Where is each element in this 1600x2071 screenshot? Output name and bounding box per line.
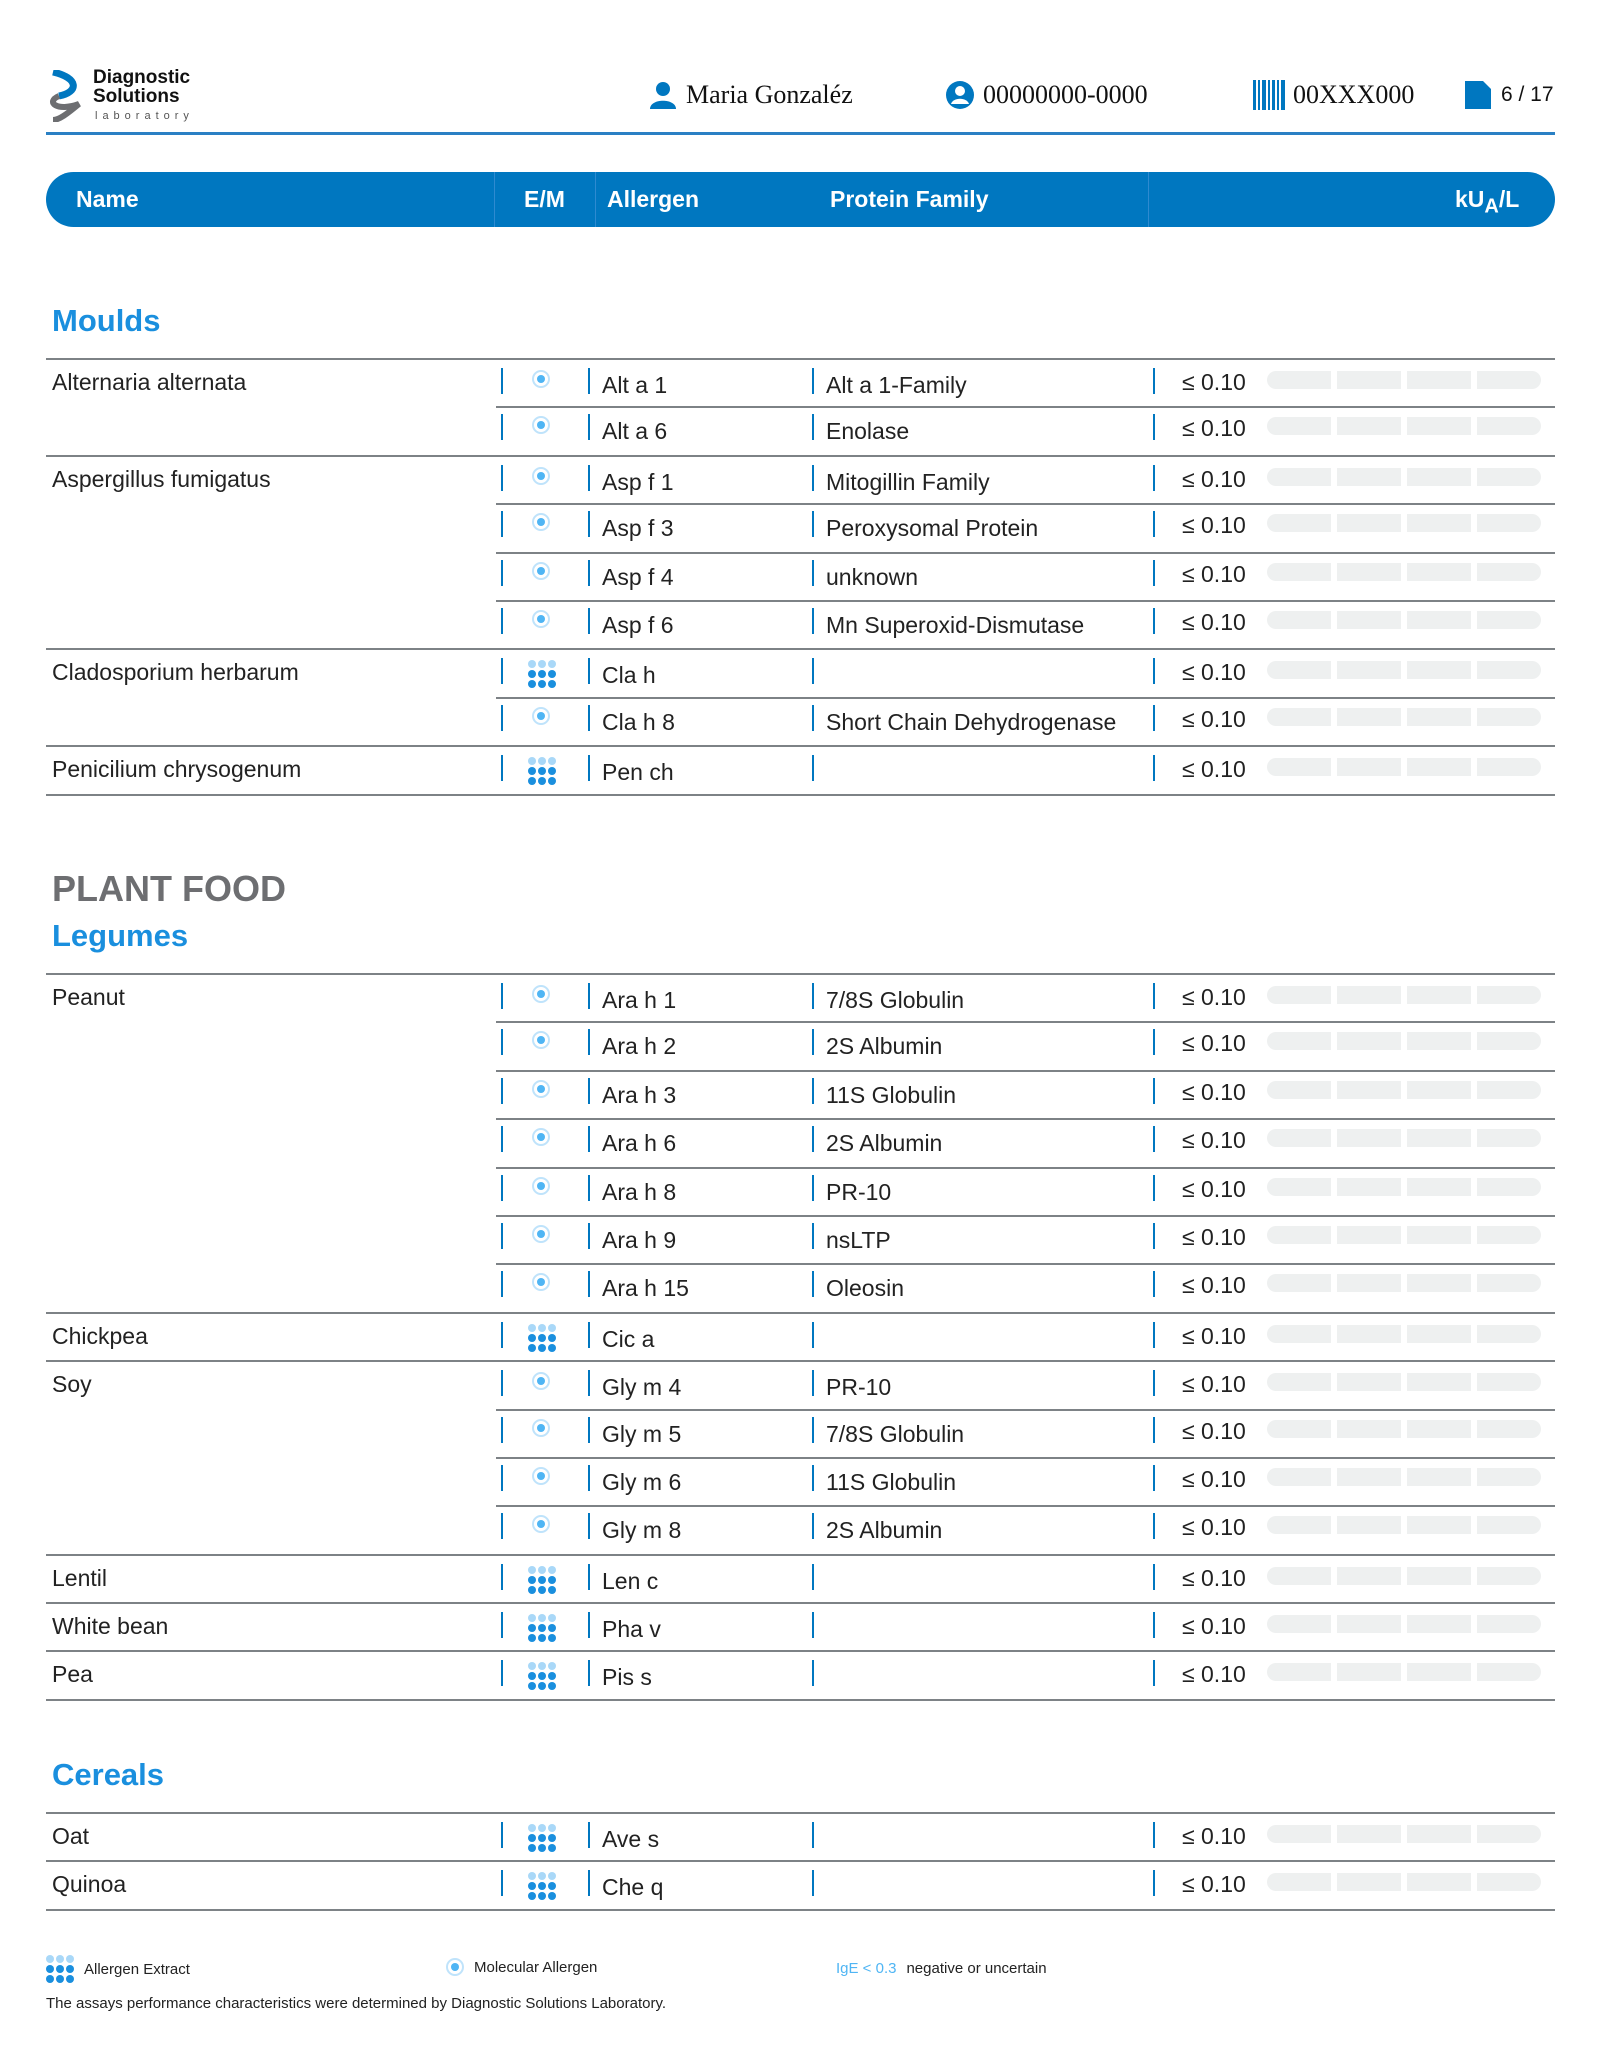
result-value: ≤ 0.10 [1182,1272,1246,1299]
column-divider [1153,414,1155,440]
column-divider [501,368,503,394]
result-value: ≤ 0.10 [1182,1661,1246,1688]
column-divider [812,1078,814,1104]
lab-logo [49,68,229,128]
result-level-bar [1267,1325,1541,1343]
molecular-allergen-icon [446,1958,464,1976]
logo-icon [49,70,89,122]
table-row [46,455,1555,503]
table-row [46,1070,1555,1118]
column-divider [812,1126,814,1152]
allergen-code: Gly m 8 [602,1517,682,1544]
allergen-code: Alt a 1 [602,372,668,398]
result-value: ≤ 0.10 [1182,560,1246,587]
allergen-code: Gly m 4 [602,1374,682,1401]
result-value: ≤ 0.10 [1182,756,1246,783]
result-value: ≤ 0.10 [1182,1322,1246,1349]
column-divider [501,1513,503,1539]
column-divider [812,560,814,586]
allergen-code: Ara h 6 [602,1130,677,1157]
protein-family: nsLTP [826,1226,891,1253]
result-level-bar [1267,708,1541,726]
allergen-extract-icon [528,1872,556,1900]
result-level-bar [1267,1274,1541,1292]
column-divider [812,1822,814,1848]
result-level-bar [1267,1567,1541,1585]
column-divider [501,1126,503,1152]
allergen-extract-icon [528,1614,556,1642]
allergen-code: Pen ch [602,759,674,786]
column-divider [812,705,814,731]
protein-family: 7/8S Globulin [826,1420,965,1447]
column-divider [1153,755,1155,781]
section-title-cereals: Cereals [52,1757,165,1792]
result-level-bar [1267,661,1541,679]
column-divider [812,1564,814,1590]
molecular-allergen-icon [532,1225,550,1243]
column-divider [588,560,590,586]
result-value: ≤ 0.10 [1182,984,1246,1010]
column-divider [501,1175,503,1201]
column-divider [588,1417,590,1443]
result-value: ≤ 0.10 [1182,1371,1246,1398]
table-row [46,1812,1555,1860]
protein-family: PR-10 [826,1374,892,1401]
column-divider [1153,705,1155,731]
molecular-allergen-icon [532,1080,550,1098]
column-divider [1153,1271,1155,1297]
result-level-bar [1267,1178,1541,1196]
result-level-bar [1267,1129,1541,1147]
column-divider [1153,1126,1155,1152]
protein-family: Short Chain Dehydrogenase [826,708,1117,735]
allergen-code: Asp f 3 [602,515,674,542]
allergen-extract-icon [528,1824,556,1852]
column-divider [588,1175,590,1201]
result-value: ≤ 0.10 [1182,1514,1246,1541]
allergen-extract-icon [46,1955,74,1983]
allergen-code: Ara h 15 [602,1275,689,1302]
column-divider [588,414,590,440]
table-row [46,745,1555,793]
result-value: ≤ 0.10 [1182,1465,1246,1492]
moulds-table [46,358,1555,796]
column-divider [1153,1370,1155,1396]
column-divider [588,1465,590,1491]
column-divider [588,1322,590,1348]
molecular-allergen-icon [532,1031,550,1049]
result-level-bar [1267,563,1541,581]
result-level-bar [1267,986,1541,1004]
column-divider [1153,1870,1155,1896]
column-divider [1153,1660,1155,1686]
column-divider [501,1417,503,1443]
patient-id: 00000000-0000 [945,80,1148,110]
protein-family: Mitogillin Family [826,468,990,495]
column-divider [588,755,590,781]
col-allergen: Allergen [607,186,700,212]
column-divider [501,1029,503,1055]
allergen-extract-icon [528,1324,556,1352]
column-divider [812,1660,814,1686]
allergen-code: Alt a 6 [602,418,668,445]
table-row [46,1602,1555,1650]
col-protein-family: Protein Family [830,186,989,212]
document-icon [1463,80,1493,110]
table-row [46,1457,1555,1505]
column-divider [1153,1513,1155,1539]
table-row [46,1263,1555,1311]
result-level-bar [1267,758,1541,776]
molecular-allergen-icon [532,1419,550,1437]
result-level-bar [1267,514,1541,532]
protein-family: Peroxysomal Protein [826,515,1039,542]
sample-barcode: 00XXX000 [1253,80,1414,110]
protein-family: 11S Globulin [826,1081,956,1108]
table-row [46,648,1555,696]
allergen-extract-icon [528,1566,556,1594]
column-divider [812,1612,814,1638]
column-divider [501,705,503,731]
column-divider [501,1465,503,1491]
allergen-source-name: Chickpea [52,1322,148,1349]
allergen-source-name: Quinoa [52,1871,127,1898]
barcode-icon [1253,80,1285,110]
result-value: ≤ 0.10 [1182,1127,1246,1154]
column-divider [1153,1322,1155,1348]
molecular-allergen-icon [532,1515,550,1533]
user-icon [648,80,678,110]
column-divider [588,1223,590,1249]
result-level-bar [1267,611,1541,629]
result-level-bar [1267,1516,1541,1534]
allergen-code: Ara h 9 [602,1226,677,1253]
footer-note: The assays performance characteristics were determined by Diagnostic Solutions Laboratory. [46,1995,667,2012]
allergen-code: Len c [602,1567,659,1594]
molecular-allergen-icon [532,1177,550,1195]
allergen-code: Ave s [602,1826,660,1852]
result-level-bar [1267,468,1541,486]
column-divider [588,705,590,731]
result-level-bar [1267,1420,1541,1438]
allergen-source-name: Cladosporium herbarum [52,659,299,686]
allergen-code: Che q [602,1874,664,1901]
column-divider [1153,1822,1155,1848]
table-row [46,1650,1555,1698]
result-value: ≤ 0.10 [1182,1823,1246,1849]
column-divider [588,1370,590,1396]
account-circle-icon [945,80,975,110]
column-divider [812,1322,814,1348]
allergen-code: Asp f 4 [602,563,674,590]
result-value: ≤ 0.10 [1182,465,1246,492]
result-value: ≤ 0.10 [1182,1078,1246,1105]
column-divider [588,1513,590,1539]
column-divider [812,1175,814,1201]
category-title: PLANT FOOD [52,868,286,909]
page-indicator: 6 / 17 [1463,80,1554,110]
molecular-allergen-icon [532,610,550,628]
column-divider [501,465,503,491]
column-divider [1153,465,1155,491]
column-divider [812,465,814,491]
column-divider [1153,1564,1155,1590]
column-divider [501,608,503,634]
result-value: ≤ 0.10 [1182,608,1246,635]
result-value: ≤ 0.10 [1182,1030,1246,1057]
column-divider [1153,560,1155,586]
column-divider [1153,1029,1155,1055]
allergen-code: Pis s [602,1664,652,1691]
protein-family: 11S Globulin [826,1468,956,1495]
logo-subtitle: laboratory [95,110,194,122]
column-divider [588,511,590,537]
column-divider [501,1822,503,1848]
col-em: E/M [524,186,565,212]
molecular-allergen-icon [532,416,550,434]
result-value: ≤ 0.10 [1182,1613,1246,1640]
molecular-allergen-icon [532,467,550,485]
column-divider [588,1078,590,1104]
header-divider [46,132,1555,135]
table-row [46,697,1555,745]
table-row [46,600,1555,648]
legumes-table [46,973,1555,1701]
table-header [46,172,1555,227]
column-divider [812,1271,814,1297]
allergen-code: Pha v [602,1616,661,1643]
allergen-code: Asp f 1 [602,468,674,495]
result-value: ≤ 0.10 [1182,512,1246,539]
result-level-bar [1267,1873,1541,1891]
table-row [46,1554,1555,1602]
column-divider [812,1370,814,1396]
allergen-source-name: Peanut [52,984,125,1010]
table-row [46,358,1555,406]
table-row [46,1505,1555,1553]
allergen-source-name: Soy [52,1371,92,1398]
result-value: ≤ 0.10 [1182,1871,1246,1898]
column-divider [812,608,814,634]
column-divider [1153,1465,1155,1491]
result-level-bar [1267,1226,1541,1244]
allergen-code: Asp f 6 [602,611,674,638]
col-name: Name [76,186,139,212]
result-value: ≤ 0.10 [1182,1564,1246,1591]
column-divider [1153,368,1155,394]
protein-family: 7/8S Globulin [826,987,965,1013]
allergen-extract-icon [528,660,556,688]
molecular-allergen-icon [532,1467,550,1485]
molecular-allergen-icon [532,1128,550,1146]
table-row [46,552,1555,600]
column-divider [812,658,814,684]
result-level-bar [1267,1825,1541,1843]
column-divider [812,1870,814,1896]
allergen-code: Ara h 2 [602,1033,677,1060]
column-divider [501,560,503,586]
protein-family: Oleosin [826,1275,904,1302]
column-divider [812,1513,814,1539]
allergen-code: Gly m 5 [602,1420,682,1447]
table-row [46,1860,1555,1908]
table-row [46,1167,1555,1215]
table-row [46,1360,1555,1408]
column-divider [501,1078,503,1104]
cereals-table [46,1812,1555,1911]
column-divider [501,1612,503,1638]
allergen-code: Ara h 1 [602,987,677,1013]
result-level-bar [1267,1081,1541,1099]
column-divider [1153,1223,1155,1249]
allergen-source-name: Aspergillus fumigatus [52,465,271,492]
allergen-code: Cla h [602,662,656,689]
allergen-source-name: Lentil [52,1564,107,1591]
molecular-allergen-icon [532,1273,550,1291]
allergen-extract-icon [528,1662,556,1690]
section-title-moulds: Moulds [52,303,161,338]
result-level-bar [1267,1468,1541,1486]
allergen-source-name: Penicilium chrysogenum [52,756,302,783]
result-value: ≤ 0.10 [1182,659,1246,686]
allergen-code: Cla h 8 [602,708,675,735]
column-divider [501,755,503,781]
column-divider [1153,1417,1155,1443]
table-row [46,1215,1555,1263]
result-value: ≤ 0.10 [1182,415,1246,442]
column-divider [588,1029,590,1055]
section-title-legumes: Legumes [52,918,189,953]
protein-family: 2S Albumin [826,1130,943,1157]
column-divider [812,1465,814,1491]
molecular-allergen-icon [532,1372,550,1390]
allergen-source-name: Pea [52,1661,93,1688]
column-divider [588,1564,590,1590]
column-divider [812,1417,814,1443]
column-divider [501,1564,503,1590]
column-divider [1153,658,1155,684]
column-divider [588,658,590,684]
allergen-code: Cic a [602,1325,655,1352]
allergen-source-name: White bean [52,1613,169,1640]
table-row [46,1312,1555,1360]
allergen-source-name: Alternaria alternata [52,369,247,395]
column-divider [588,608,590,634]
molecular-allergen-icon [532,707,550,725]
legend-molecular: Molecular Allergen [446,1958,597,1976]
column-divider [501,1322,503,1348]
molecular-allergen-icon [532,513,550,531]
column-divider [812,368,814,394]
column-divider [1153,983,1155,1009]
protein-family: Mn Superoxid-Dismutase [826,611,1085,638]
column-divider [501,1660,503,1686]
column-divider [501,1370,503,1396]
result-value: ≤ 0.10 [1182,1417,1246,1444]
column-divider [588,983,590,1009]
molecular-allergen-icon [532,370,550,388]
column-divider [588,1271,590,1297]
column-divider [501,511,503,537]
column-divider [588,1612,590,1638]
result-level-bar [1267,1373,1541,1391]
column-divider [588,1126,590,1152]
protein-family: 2S Albumin [826,1033,943,1060]
column-divider [588,1660,590,1686]
protein-family: unknown [826,563,919,590]
allergen-extract-icon [528,757,556,785]
column-divider [1153,1078,1155,1104]
protein-family: Enolase [826,418,910,445]
table-row [46,503,1555,551]
column-divider [501,414,503,440]
logo-text: Diagnostic Solutions [93,67,191,107]
legend-ige: IgE < 0.3 negative or uncertain [836,1960,1047,1977]
table-row [46,1118,1555,1166]
result-level-bar [1267,1032,1541,1050]
column-divider [1153,608,1155,634]
result-level-bar [1267,371,1541,389]
table-row [46,973,1555,1021]
column-divider [812,1223,814,1249]
column-divider [812,511,814,537]
allergen-source-name: Oat [52,1823,90,1849]
legend-extract: Allergen Extract [46,1955,190,1983]
table-row [46,1021,1555,1069]
result-value: ≤ 0.10 [1182,1175,1246,1202]
column-divider [501,658,503,684]
result-value: ≤ 0.10 [1182,369,1246,395]
allergen-code: Ara h 8 [602,1178,677,1205]
allergen-code: Gly m 6 [602,1468,682,1495]
column-divider [501,983,503,1009]
column-divider [812,1029,814,1055]
table-row [46,1409,1555,1457]
column-divider [588,1870,590,1896]
column-divider [1153,1175,1155,1201]
column-divider [501,1870,503,1896]
result-value: ≤ 0.10 [1182,1223,1246,1250]
allergen-code: Ara h 3 [602,1081,677,1108]
column-divider [588,368,590,394]
result-value: ≤ 0.10 [1182,705,1246,732]
molecular-allergen-icon [532,985,550,1003]
column-divider [812,983,814,1009]
column-divider [501,1271,503,1297]
column-divider [501,1223,503,1249]
column-divider [588,465,590,491]
patient-name: Maria Gonzaléz [648,80,853,110]
result-level-bar [1267,417,1541,435]
molecular-allergen-icon [532,562,550,580]
protein-family: 2S Albumin [826,1517,943,1544]
column-divider [1153,511,1155,537]
column-divider [812,755,814,781]
result-level-bar [1267,1615,1541,1633]
col-unit: $kU_A/L$ [1455,186,1520,218]
result-level-bar [1267,1663,1541,1681]
table-row [46,406,1555,454]
column-divider [812,414,814,440]
column-divider [1153,1612,1155,1638]
column-divider [588,1822,590,1848]
protein-family: Alt a 1-Family [826,372,967,398]
protein-family: PR-10 [826,1178,892,1205]
